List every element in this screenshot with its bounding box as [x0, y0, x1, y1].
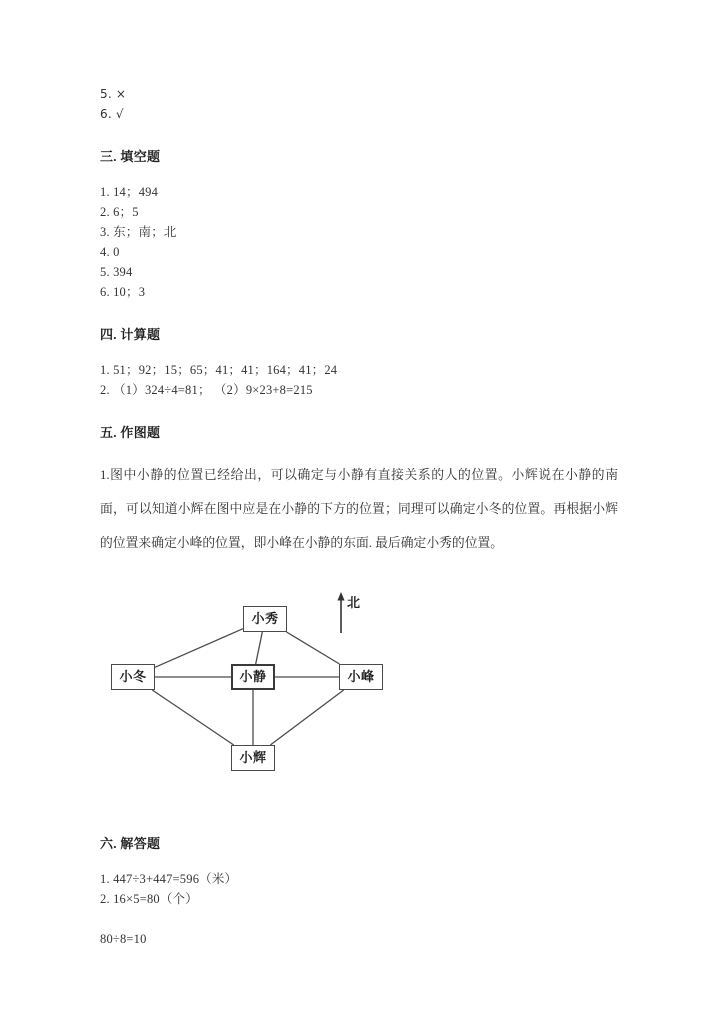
document-content	[100, 84, 618, 949]
diagram-edge-xiaodong-xiaohui	[152, 690, 233, 745]
answer-line: 1. 447÷3+447=596（米）	[100, 872, 238, 886]
diagram-node-xiaoxiu	[243, 606, 287, 632]
section-heading-solve: 六. 解答题	[100, 836, 161, 851]
answer-line: 6. 10；3	[100, 285, 146, 299]
top-answers-group	[100, 84, 618, 124]
compass-north-label: 北	[347, 596, 361, 611]
answers-calculation	[100, 360, 618, 400]
answer-line: 1. 51；92；15；65；41；41；164；41；24	[100, 363, 338, 377]
diagram-edges-svg	[100, 588, 618, 803]
section-heading-drawing: 五. 作图题	[100, 425, 161, 440]
answer-line: 5. ×	[100, 87, 127, 101]
answer-line: 2. （1）324÷4=81； （2）9×23+8=215	[100, 383, 313, 397]
diagram-node-label: 小秀	[251, 611, 279, 627]
answer-line: 5. 394	[100, 265, 133, 279]
answer-extra-line: 80÷8=10	[100, 932, 147, 946]
diagram-edge-xiaohui-xiaofeng	[270, 690, 343, 745]
diagram-node-label: 小辉	[239, 750, 267, 766]
spacer	[100, 911, 618, 929]
answer-line: 3. 东；南；北	[100, 225, 177, 239]
diagram-node-xiaofeng	[339, 664, 383, 690]
diagram-edge-xiaoxiu-xiaojing	[256, 632, 263, 664]
section-heading-calculation: 四. 计算题	[100, 327, 161, 342]
position-relationship-diagram	[100, 588, 618, 803]
diagram-node-label: 小静	[239, 669, 267, 685]
diagram-node-xiaojing	[231, 664, 275, 690]
answer-line: 2. 6；5	[100, 205, 139, 219]
answers-fill-in-blank	[100, 182, 618, 302]
answer-line: 4. 0	[100, 245, 120, 259]
answer-line: 1. 14；494	[100, 185, 159, 199]
diagram-node-xiaodong	[111, 664, 155, 690]
diagram-edge-xiaodong-xiaoxiu	[155, 629, 243, 668]
drawing-explanation-paragraph: 1.图中小静的位置已经给出，可以确定与小静有直接关系的人的位置。小辉说在小静的南面，可以知道小辉在图中应是在小静的下方的位置；同理可以确定小冬的位置。再根据小辉的位置来确定小峰的位置，即小峰在小静的东面. 最后确定小秀的位置。	[100, 468, 618, 550]
diagram-node-label: 小峰	[347, 669, 375, 685]
answer-line: 6. √	[100, 107, 124, 121]
answers-solve	[100, 869, 618, 909]
diagram-node-xiaohui	[231, 745, 275, 771]
diagram-edge-xiaoxiu-xiaofeng	[287, 632, 340, 664]
answer-line: 2. 16×5=80（个）	[100, 892, 198, 906]
diagram-node-label: 小冬	[119, 669, 147, 685]
section-heading-fill-in-blank: 三. 填空题	[100, 149, 161, 164]
